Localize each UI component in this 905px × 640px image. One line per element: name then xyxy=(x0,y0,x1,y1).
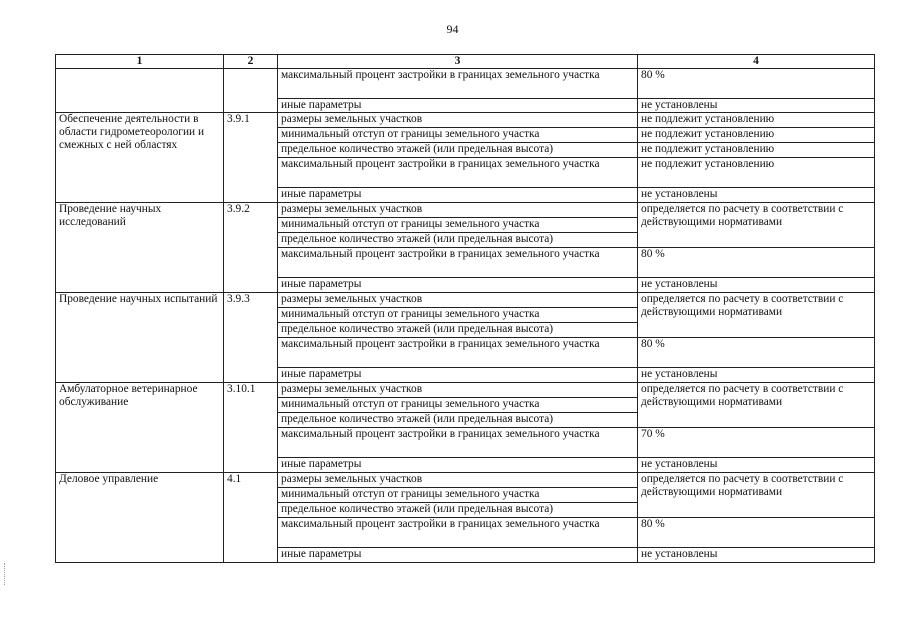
value-cell: не установлены xyxy=(638,368,875,383)
parameter-cell: минимальный отступ от границы земельного участка xyxy=(278,308,638,323)
value-cell: не подлежит установлению xyxy=(638,113,875,128)
header-row xyxy=(56,55,875,69)
parameter-cell: предельное количество этажей (или предельная высота) xyxy=(278,233,638,248)
value-cell: 80 % xyxy=(638,69,875,99)
coverage-value-cell: 80 % xyxy=(638,248,875,278)
activity-code-cell xyxy=(224,69,278,113)
merged-value-cell: определяется по расчету в соответствии с действующими нормативами xyxy=(638,383,875,428)
table-row xyxy=(56,203,875,218)
value-cell: не установлены xyxy=(638,99,875,113)
parameter-cell: предельное количество этажей (или предельная высота) xyxy=(278,503,638,518)
table-row xyxy=(56,113,875,128)
parameter-cell: максимальный процент застройки в границах земельного участка xyxy=(278,158,638,188)
activity-code-cell: 3.10.1 xyxy=(224,383,278,473)
coverage-value-cell: 80 % xyxy=(638,518,875,548)
parameter-cell: максимальный процент застройки в границах земельного участка xyxy=(278,338,638,368)
parameter-cell: максимальный процент застройки в границах земельного участка xyxy=(278,518,638,548)
regulations-table xyxy=(55,54,875,563)
column-header-4: 4 xyxy=(638,55,875,69)
value-cell: не подлежит установлению xyxy=(638,128,875,143)
parameter-cell: иные параметры xyxy=(278,368,638,383)
activity-name-cell: Обеспечение деятельности в области гидрометеорологии и смежных с ней областях xyxy=(56,113,224,203)
activity-code-cell: 4.1 xyxy=(224,473,278,563)
parameter-cell: предельное количество этажей (или предельная высота) xyxy=(278,323,638,338)
value-cell: не установлены xyxy=(638,188,875,203)
parameter-cell: иные параметры xyxy=(278,99,638,113)
activity-name-cell: Деловое управление xyxy=(56,473,224,563)
value-cell: не подлежит установлению xyxy=(638,143,875,158)
activity-name-cell: Проведение научных испытаний xyxy=(56,293,224,383)
table-row xyxy=(56,69,875,99)
column-header-2: 2 xyxy=(224,55,278,69)
parameter-cell: минимальный отступ от границы земельного участка xyxy=(278,398,638,413)
activity-code-cell: 3.9.2 xyxy=(224,203,278,293)
parameter-cell: иные параметры xyxy=(278,458,638,473)
activity-code-cell: 3.9.3 xyxy=(224,293,278,383)
activity-name-cell: Амбулаторное ветеринарное обслуживание xyxy=(56,383,224,473)
value-cell: не подлежит установлению xyxy=(638,158,875,188)
table-row xyxy=(56,383,875,398)
scan-artifact xyxy=(4,563,11,585)
column-header-1: 1 xyxy=(56,55,224,69)
merged-value-cell: определяется по расчету в соответствии с действующими нормативами xyxy=(638,203,875,248)
parameter-cell: иные параметры xyxy=(278,188,638,203)
merged-value-cell: определяется по расчету в соответствии с действующими нормативами xyxy=(638,473,875,518)
parameter-cell: предельное количество этажей (или предельная высота) xyxy=(278,413,638,428)
table-row xyxy=(56,473,875,488)
parameter-cell: размеры земельных участков xyxy=(278,293,638,308)
parameter-cell: иные параметры xyxy=(278,548,638,563)
table-row xyxy=(56,293,875,308)
parameter-cell: предельное количество этажей (или предельная высота) xyxy=(278,143,638,158)
coverage-value-cell: 70 % xyxy=(638,428,875,458)
parameter-cell: иные параметры xyxy=(278,278,638,293)
merged-value-cell: определяется по расчету в соответствии с действующими нормативами xyxy=(638,293,875,338)
parameter-cell: минимальный отступ от границы земельного участка xyxy=(278,128,638,143)
activity-name-cell xyxy=(56,69,224,113)
column-header-3: 3 xyxy=(278,55,638,69)
parameter-cell: минимальный отступ от границы земельного участка xyxy=(278,488,638,503)
parameter-cell: максимальный процент застройки в границах земельного участка xyxy=(278,69,638,99)
parameter-cell: размеры земельных участков xyxy=(278,203,638,218)
page-number: 94 xyxy=(446,22,459,36)
activity-code-cell: 3.9.1 xyxy=(224,113,278,203)
parameter-cell: максимальный процент застройки в границах земельного участка xyxy=(278,428,638,458)
value-cell: не установлены xyxy=(638,278,875,293)
coverage-value-cell: 80 % xyxy=(638,338,875,368)
parameter-cell: размеры земельных участков xyxy=(278,113,638,128)
activity-name-cell: Проведение научных исследований xyxy=(56,203,224,293)
value-cell: не установлены xyxy=(638,548,875,563)
parameter-cell: минимальный отступ от границы земельного участка xyxy=(278,218,638,233)
value-cell: не установлены xyxy=(638,458,875,473)
parameter-cell: размеры земельных участков xyxy=(278,383,638,398)
parameter-cell: размеры земельных участков xyxy=(278,473,638,488)
parameter-cell: максимальный процент застройки в границах земельного участка xyxy=(278,248,638,278)
